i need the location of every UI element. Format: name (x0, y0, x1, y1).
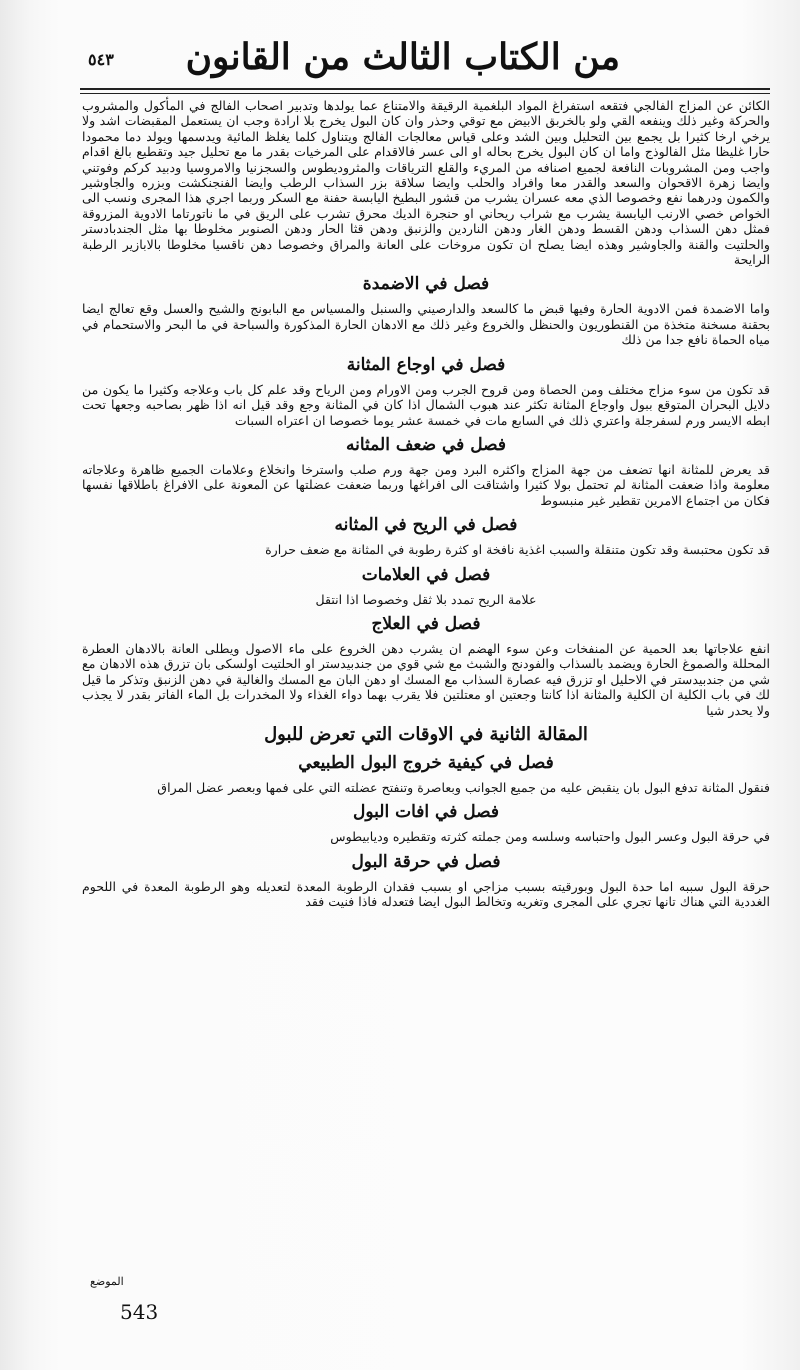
section-heading: فصل في افات البول (353, 802, 499, 823)
folio-top: ٥٤٣ (88, 50, 114, 69)
paragraph: فنقول المثانة تدفع البول بان ينقبض عليه من جميع الجوانب وبعاصرة وتنفتح عضلته التي على فمها وبعصر عضل المراق (157, 779, 770, 795)
paragraph: قد يعرض للمثانة انها تضعف من جهة المزاج واكثره البرد ومن جهة ورم صلب واسترخا وانخلاع وعلامات الجميع ظاهرة وعلاجاته معلومة واذا ضعفت المثانة لم تحتمل بولا كثيرا واشتاقت الى افراغها وربما ضعفت عضلتها عن المعونة على الافراغ باطلاقها نفسها فكان من اجتماع الامرين تقطير غير منبسوط (82, 461, 770, 508)
paragraph: واما الاضمدة فمن الادوية الحارة وفيها قبض ما كالسعد والدارصيني والسنبل والمسياس مع البابونج والشيح والعسل وقع تعالج ايضا بحقنة مسخنة متخذة من القنطوريون والحنظل والخروع وغير ذلك مع الادهان الحارة المذكورة والسباحة في ما البحر والاستحمام في مياه الحماة نافع جدا من ذلك (82, 301, 770, 348)
section-heading: فصل في العلامات (361, 564, 491, 585)
section-heading: فصل في حرقة البول (351, 851, 501, 872)
running-title: من الكتاب الثالث من القانون (185, 36, 620, 78)
section-heading: فصل في الريح في المثانه (334, 515, 518, 536)
section-heading: فصل في كيفية خروج البول الطبيعي (298, 752, 554, 773)
header-rule (80, 88, 770, 90)
section-heading: فصل في العلاج (371, 613, 481, 634)
section-heading: فصل في ضعف المثانه (346, 434, 506, 455)
section-heading: فصل في اوجاع المثانة (346, 354, 506, 375)
paragraph: انفع علاجاتها بعد الحمية عن المنفخات وعن سوء الهضم ان يشرب دهن الخروع على ماء الاصول ويطلى العانة بالادهان العطرة المحللة والصموغ الحارة ويضمد بالسذاب والفودنج والشبث مع شي قوي من جندبيدستر او الحلتيت اولسكى بان تزرق هذه الادهان مع شي من جندبيدستر في الاحليل او تزرق فيه عصارة السذاب مع المسك او دهن البان مع المسك والغالية في دهن الزنبق وتذكر ما قيل لك في باب الكلية ان الكلية والمثانة اذا كانتا وجعتين او معتلتين فلا يقرب بهما دواء الغذاء ولا المخدرات بل الماء الفاتر بقدر لا يجذب ولا يحدر شيا (82, 640, 770, 718)
paragraph: قد تكون محتبسة وقد تكون متنقلة والسبب اغذية نافخة او كثرة رطوبة في المثانة مع ضعف حرارة (265, 542, 770, 558)
paragraph: علامة الريح تمدد بلا ثقل وخصوصا اذا انتقل (315, 591, 537, 607)
paragraph: في حرقة البول وعسر البول واحتباسه وسلسه ومن جملته كثرته وتقطيره وديابيطوس (330, 829, 770, 845)
page-number: 543 (120, 1300, 159, 1324)
paragraph: الكائن عن المزاج الفالجي فتقعه استفراغ المواد البلغمية الرقيقة والامتناع عما يولدها وتدبير اصحاب الفالج في المأكول والمشروب والحركة وغير ذلك وينفعه القي ولو بالخربق الابيض مع توقي وحذر وان كان البول يخرج بلا ارادة وجب ان يستعمل المقبضات اشد ولا يرخي ارخا كثيرا بل يجمع بين التحليل وبين الشد وعلى قياس معالجات الفالج ويتناول كلما يغلظ المائية ويدسمها ويولد دما محمودا حارا غليظا مثل الفالوذج واما ان كان البول يخرج بحاله او الى عسر فالاقدام على المرخيات بقدر ما مع تحليل جيد وتقطيع بالغ اقدام واجب ومن المشروبات النافعة لجميع اصنافه من المريء والقلع الترياقات والمثروديطوس والسجزنيا والامروسيا ودبيد كركم وفوتني وايضا زهرة الاقحوان والسعد والقدر معا وافراد والحلب وايضا سلاقة بزر السذاب الرطب وايضا الفنجنكشت وبزره والجاوشير والكمون ودرهما نفع وخصوصا الذي معه عسران يشرب من قشور البطيخ اليابسة حفنة مع السكر وربما اجري هذا المجرى ونسب الى الخواص خصي الارنب اليابسة يشرب مع شراب ريحاني او حنجرة الديك محرق تشرب على الريق في ما ناتورتاما الادوية المزروقة فمثل دهن السذاب ودهن القسط ودهن الغار ودهن الناردين والزنبق ودهن قثا الحار ودهن الصنوبر مخلوطا بها مثل الجندبادستر والحلتيت والقنة والجاوشير وهذه ايضا يصلح ان تكون مروخات على العانة والمراق وخصوصا دهن ناقسيا مخلوطا بالابازير الرطبة الرايحة (82, 98, 770, 268)
text-block (82, 98, 770, 1278)
paragraph: حرقة البول سببه اما حدة البول وبورقيته بسبب مزاجي او بسبب فقدان الرطوبة المعدة لتعديله وهو الرطوبة المعدة في اللحوم الغددية التي هناك تانها تجري على المجرى وتغريه وتخالط البول ايضا فتعدله فاذا فنيت فقد (82, 878, 770, 910)
section-heading: المقالة الثانية في الاوقات التي تعرض للبول (264, 723, 588, 745)
header-rule-thin (80, 93, 770, 94)
paragraph: قد تكون من سوء مزاج مختلف ومن الحصاة ومن قروح الجرب ومن الاورام ومن الرياح وقد علم كل باب وعلاجه وكثيرا ما يكون من دلايل البحران المتوقع ببول واوجاع المثانة تكثر عند هبوب الشمال اذا كان في المثانة وجع وقد قيل انه اذا ظهر بصاحبه وجعها تحت ابطه الايسر ورم لسفرجلة واعتري ذلك في السابع مات في خمسة عشر يوما خصوصا ان اعتراه السبات (82, 381, 771, 428)
catchword: الموضع (90, 1275, 124, 1288)
running-head (70, 36, 760, 88)
section-heading: فصل في الاضمدة (362, 274, 490, 295)
